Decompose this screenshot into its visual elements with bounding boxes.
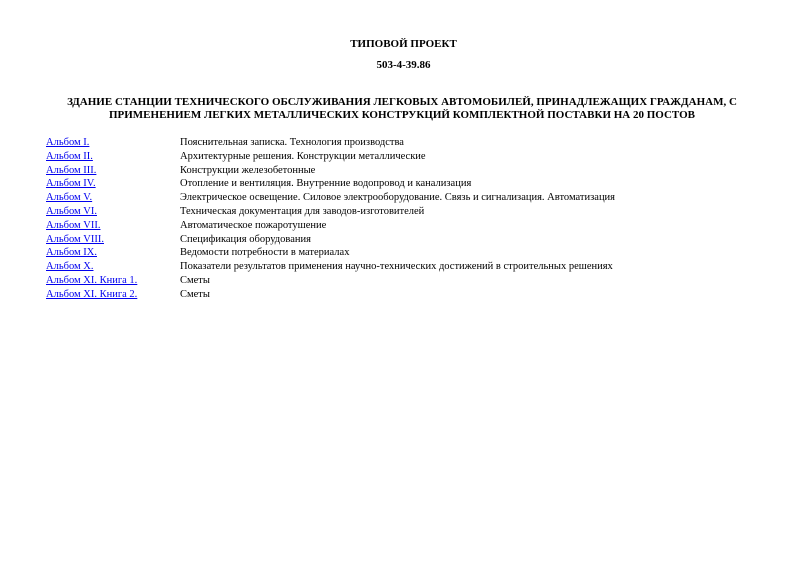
album-row [46, 205, 766, 219]
album-description: Сметы [180, 274, 210, 286]
album-link-6[interactable]: Альбом VI. [46, 205, 97, 217]
album-row [46, 274, 766, 288]
album-link-9[interactable]: Альбом IX. [46, 247, 97, 259]
album-link-11[interactable]: Альбом XI. Книга 1. [46, 274, 138, 286]
album-list [46, 136, 766, 302]
album-row [46, 177, 766, 191]
album-row [46, 191, 766, 205]
album-link-7[interactable]: Альбом VII. [46, 219, 101, 231]
album-description: Ведомости потребности в материалах [180, 247, 350, 259]
album-row [46, 164, 766, 178]
album-row [46, 219, 766, 233]
album-description: Электрическое освещение. Силовое электрооборудование. Связь и сигнализация. Автоматизация [180, 192, 616, 204]
album-link-10[interactable]: Альбом X. [46, 261, 94, 273]
album-description: Сметы [180, 288, 210, 300]
album-link-12[interactable]: Альбом XI. Книга 2. [46, 288, 138, 300]
album-row [46, 150, 766, 164]
album-row [46, 288, 766, 302]
album-description: Архитектурные решения. Конструкции металлические [180, 150, 426, 162]
document-type-heading: ТИПОВОЙ ПРОЕКТ [350, 38, 457, 50]
album-link-3[interactable]: Альбом III. [46, 164, 97, 176]
album-row [46, 233, 766, 247]
album-description: Автоматическое пожаротушение [180, 219, 327, 231]
album-link-4[interactable]: Альбом IV. [46, 178, 96, 190]
album-row [46, 136, 766, 150]
album-link-8[interactable]: Альбом VIII. [46, 233, 104, 245]
album-description: Показатели результатов применения научно-технических достижений в строительных решениях [180, 261, 613, 273]
album-description: Конструкции железобетонные [180, 164, 316, 176]
album-description: Пояснительная записка. Технология производства [180, 137, 404, 148]
album-description: Отопление и вентиляция. Внутренние водопровод и канализация [180, 178, 472, 190]
album-link-1[interactable]: Альбом I. [46, 137, 90, 148]
project-code: 503-4-39.86 [376, 59, 431, 71]
album-row [46, 246, 766, 260]
album-description: Спецификация оборудования [180, 233, 311, 245]
album-row [46, 260, 766, 274]
album-description: Техническая документация для заводов-изготовителей [180, 205, 425, 217]
project-title: ЗДАНИЕ СТАНЦИИ ТЕХНИЧЕСКОГО ОБСЛУЖИВАНИЯ ЛЕГКОВЫХ АВТОМОБИЛЕЙ, ПРИНАДЛЕЖАЩИХ ГРАЖДАНАМ, С ПРИМЕНЕНИЕМ ЛЕГКИХ МЕТАЛЛИЧЕСКИХ КОНСТРУКЦИЙ КОМПЛЕКТНОЙ ПОСТАВКИ НА 20 ПОСТОВ [67, 96, 737, 121]
album-link-5[interactable]: Альбом V. [46, 192, 93, 204]
album-link-2[interactable]: Альбом II. [46, 150, 93, 162]
